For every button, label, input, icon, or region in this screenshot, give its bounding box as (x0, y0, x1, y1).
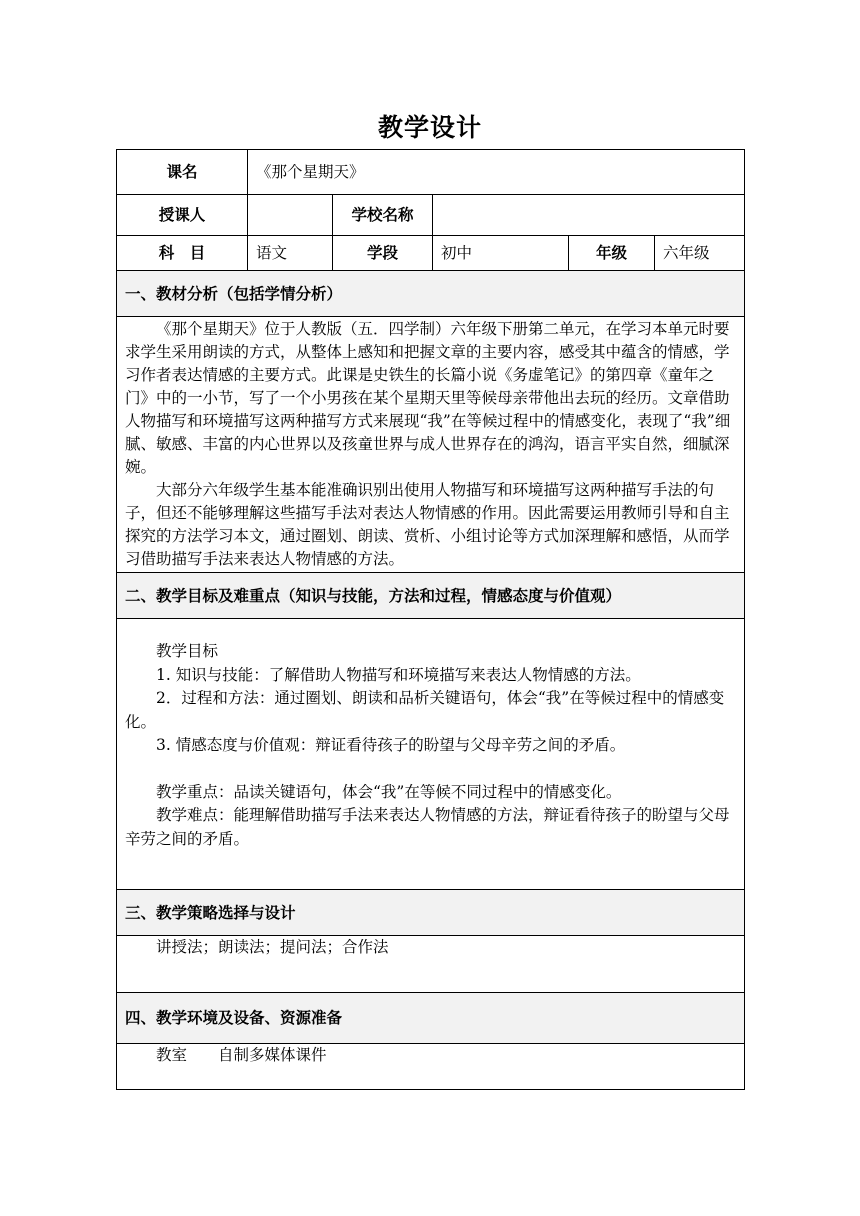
course-value: 《那个星期天》 (248, 150, 745, 195)
resources-text: 教室 自制多媒体课件 (156, 1046, 327, 1064)
course-row (117, 150, 745, 195)
section-2-body (117, 619, 745, 890)
section-3-header: 三、教学策略选择与设计 (117, 890, 745, 936)
grade-value: 六年级 (655, 236, 745, 271)
analysis-paragraph-2: 大部分六年级学生基本能准确识别出使用人物描写和环境描写这两种描写手法的句子，但还不能够理解这些描写手法对表达人物情感的作用。因此需要运用教师引导和自主探究的方法学习本文，通过圈划、朗读、赏析、小组讨论等方式加深理解和感悟，从而学习借助描写手法来表达人物情感的方法。 (125, 481, 730, 568)
course-label: 课名 (117, 150, 248, 195)
subject-value: 语文 (248, 236, 333, 271)
school-value (433, 195, 745, 236)
teacher-row (117, 195, 745, 236)
difficult-point: 教学难点：能理解借助描写手法来表达人物情感的方法，辩证看待孩子的盼望与父母辛劳之间的矛盾。 (125, 806, 730, 848)
page-title: 教学设计 (377, 113, 482, 142)
goal-title: 教学目标 (156, 642, 219, 660)
subject-row (117, 236, 745, 271)
goal-3: 3. 情感态度与价值观：辩证看待孩子的盼望与父母辛劳之间的矛盾。 (156, 736, 626, 754)
goal-1: 1. 知识与技能：了解借助人物描写和环境描写来表达人物情感的方法。 (156, 665, 641, 684)
section-4-header: 四、教学环境及设备、资源准备 (117, 993, 745, 1044)
lesson-design-table (116, 149, 745, 1090)
section-2-header: 二、教学目标及难重点（知识与技能，方法和过程，情感态度与价值观） (117, 573, 745, 619)
stage-label: 学段 (333, 236, 433, 271)
section-1-header: 一、教材分析（包括学情分析） (117, 271, 745, 317)
stage-value: 初中 (433, 236, 569, 271)
section-1-body (117, 317, 745, 573)
grade-label: 年级 (569, 236, 655, 271)
teacher-value (248, 195, 333, 236)
key-point: 教学重点：品读关键语句，体会“我”在等候不同过程中的情感变化。 (156, 782, 622, 801)
goal-2: 2．过程和方法：通过圈划、朗读和品析关键语句，体会“我”在等候过程中的情感变化。 (125, 689, 725, 731)
school-label: 学校名称 (333, 195, 433, 236)
teacher-label: 授课人 (117, 195, 248, 236)
subject-label: 科 目 (117, 236, 248, 271)
analysis-paragraph-1: 《那个星期天》位于人教版（五．四学制）六年级下册第二单元，在学习本单元时要求学生采用朗读的方式，从整体上感知和把握文章的主要内容，感受其中蕴含的情感，学习作者表达情感的主要方式。此课是史铁生的长篇小说《务虚笔记》的第四章《童年之门》中的一小节，写了一个小男孩在某个星期天里等候母亲带他出去玩的经历。文章借助人物描写和环境描写这两种描写方式来展现“我”在等候过程中的情感变化，表现了“我”细腻、敏感、丰富的内心世界以及孩童世界与成人世界存在的鸿沟，语言平实自然，细腻深婉。 (125, 320, 731, 476)
section-4-body (117, 1044, 745, 1090)
strategy-text: 讲授法；朗读法；提问法；合作法 (156, 938, 389, 956)
section-3-body (117, 936, 745, 993)
